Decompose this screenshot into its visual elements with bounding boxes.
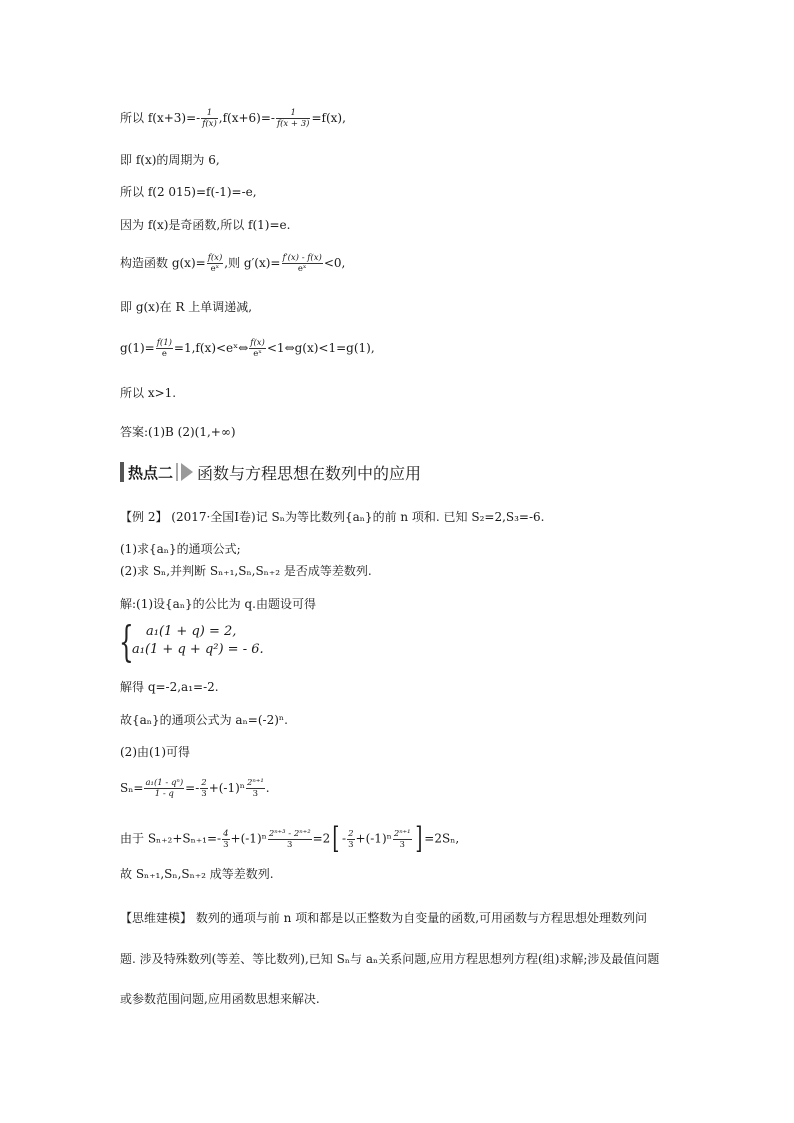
equation-2: a₁(1 + q + q²) = - 6. — [132, 642, 264, 657]
right-bracket: ] — [414, 821, 422, 856]
proof-line-8: 所以 x>1. — [120, 386, 177, 400]
header-separator — [176, 463, 178, 481]
hotspot-title: 函数与方程思想在数列中的应用 — [197, 463, 422, 483]
solution-line-3: 故{aₙ}的通项公式为 aₙ=(-2)ⁿ. — [120, 713, 288, 727]
fraction: $\frac{\text{2ⁿ⁺¹}}{3}$ — [247, 778, 264, 799]
answer-line: 答案:(1)B (2)(1,+∞) — [120, 425, 236, 439]
fraction: $\frac{2}{3}$ — [348, 828, 354, 850]
modeling-line-2: 题. 涉及特殊数列(等差、等比数列),已知 Sₙ与 aₙ关系问题,应用方程思想列方程(组)求解;涉及最值问题 — [120, 952, 660, 966]
fraction: $\frac{f(x)}{\text{eˣ}}$ — [250, 338, 265, 359]
proof-line-7: g(1)= $\frac{f(1)}{e}$ =1,f(x)<eˣ⇔ $\frac{f(x)}{\text{eˣ}}$ <1⇔g(x)<1=g(1), — [120, 338, 375, 359]
sum-formula: Sₙ= $\frac{\text{a₁(1 - qⁿ)}}{1 - q}$ =- $\frac{2}{3}$ +(-1)ⁿ $\frac{\text{2ⁿ⁺¹}}{3}$ . — [120, 778, 270, 799]
fraction: $\frac{1}{f(x + 3)}$ — [276, 108, 310, 129]
modeling-text: 数列的通项与前 n 项和都是以正整数为自变量的函数,可用函数与方程思想处理数列问 — [195, 911, 648, 925]
proof-line-3: 所以 f(2 015)=f(-1)=-e, — [120, 185, 257, 199]
fraction: $\frac{1}{f(x)}$ — [202, 108, 217, 129]
fraction: $\frac{f'(x) - f(x)}{\text{eˣ}}$ — [282, 253, 322, 274]
hotspot-header — [120, 458, 421, 486]
proof-line-6: 即 g(x)在 R 上单调递减, — [120, 300, 253, 314]
equation-1: a₁(1 + q) = 2, — [146, 624, 237, 639]
fraction: $\frac{f(x)}{\text{eˣ}}$ — [207, 253, 223, 274]
hotspot-tag: 热点二 — [128, 463, 174, 482]
solution-intro: 解:(1)设{aₙ}的公比为 q.由题设可得 — [120, 597, 316, 611]
text: 所以 f(x+3)=- — [120, 111, 201, 125]
equation-brace: { — [119, 617, 134, 666]
fraction: $\frac{\text{2ⁿ⁺¹}}{3}$ — [393, 828, 411, 850]
conclusion-line: 故 Sₙ₊₁,Sₙ,Sₙ₊₂ 成等差数列. — [120, 867, 274, 881]
proof-line-5: 构造函数 g(x)= $\frac{f(x)}{\text{eˣ}}$ ,则 g′(x)= $\frac{f'(x) - f(x)}{\text{eˣ}}$ <0, — [120, 253, 346, 274]
modeling-line-3: 或参数范围问题,应用函数思想来解决. — [120, 992, 320, 1006]
solution-line-4: (2)由(1)可得 — [120, 745, 190, 759]
fraction: $\frac{2}{3}$ — [201, 778, 207, 799]
question-1: (1)求{aₙ}的通项公式; — [120, 542, 241, 556]
sum-relation: 由于 Sₙ₊₂+Sₙ₊₁=- $\frac{4}{3}$ +(-1)ⁿ $\frac{\text{2ⁿ⁺³ - 2ⁿ⁺²}}{3}$ =2[ - $\frac{2}{3}$ +(-1)ⁿ $\frac{\text{2ⁿ⁺¹}}{3}$ ] =2Sₙ, — [120, 821, 460, 856]
modeling-line-1 — [120, 910, 647, 926]
text: =f(x), — [311, 111, 346, 125]
modeling-label: 【思维建模】 — [120, 911, 193, 925]
text: ,f(x+6)=- — [218, 111, 275, 125]
example-heading: 【例 2】 (2017·全国Ⅰ卷)记 Sₙ为等比数列{aₙ}的前 n 项和. 已知 S₂=2,S₃=-6. — [120, 510, 545, 524]
proof-line-4: 因为 f(x)是奇函数,所以 f(1)=e. — [120, 218, 291, 232]
fraction: $\frac{f(1)}{e}$ — [156, 338, 172, 359]
solution-line-2: 解得 q=-2,a₁=-2. — [120, 680, 219, 694]
proof-line-1 — [120, 108, 346, 129]
header-bar — [120, 462, 124, 482]
fraction: $\frac{\text{a₁(1 - qⁿ)}}{1 - q}$ — [145, 778, 184, 799]
fraction: $\frac{4}{3}$ — [223, 828, 229, 850]
proof-line-2: 即 f(x)的周期为 6, — [120, 153, 220, 167]
left-bracket: [ — [332, 821, 340, 856]
question-2: (2)求 Sₙ,并判断 Sₙ₊₁,Sₙ,Sₙ₊₂ 是否成等差数列. — [120, 564, 372, 578]
fraction: $\frac{\text{2ⁿ⁺³ - 2ⁿ⁺²}}{3}$ — [268, 828, 311, 850]
triangle-icon — [181, 463, 193, 481]
